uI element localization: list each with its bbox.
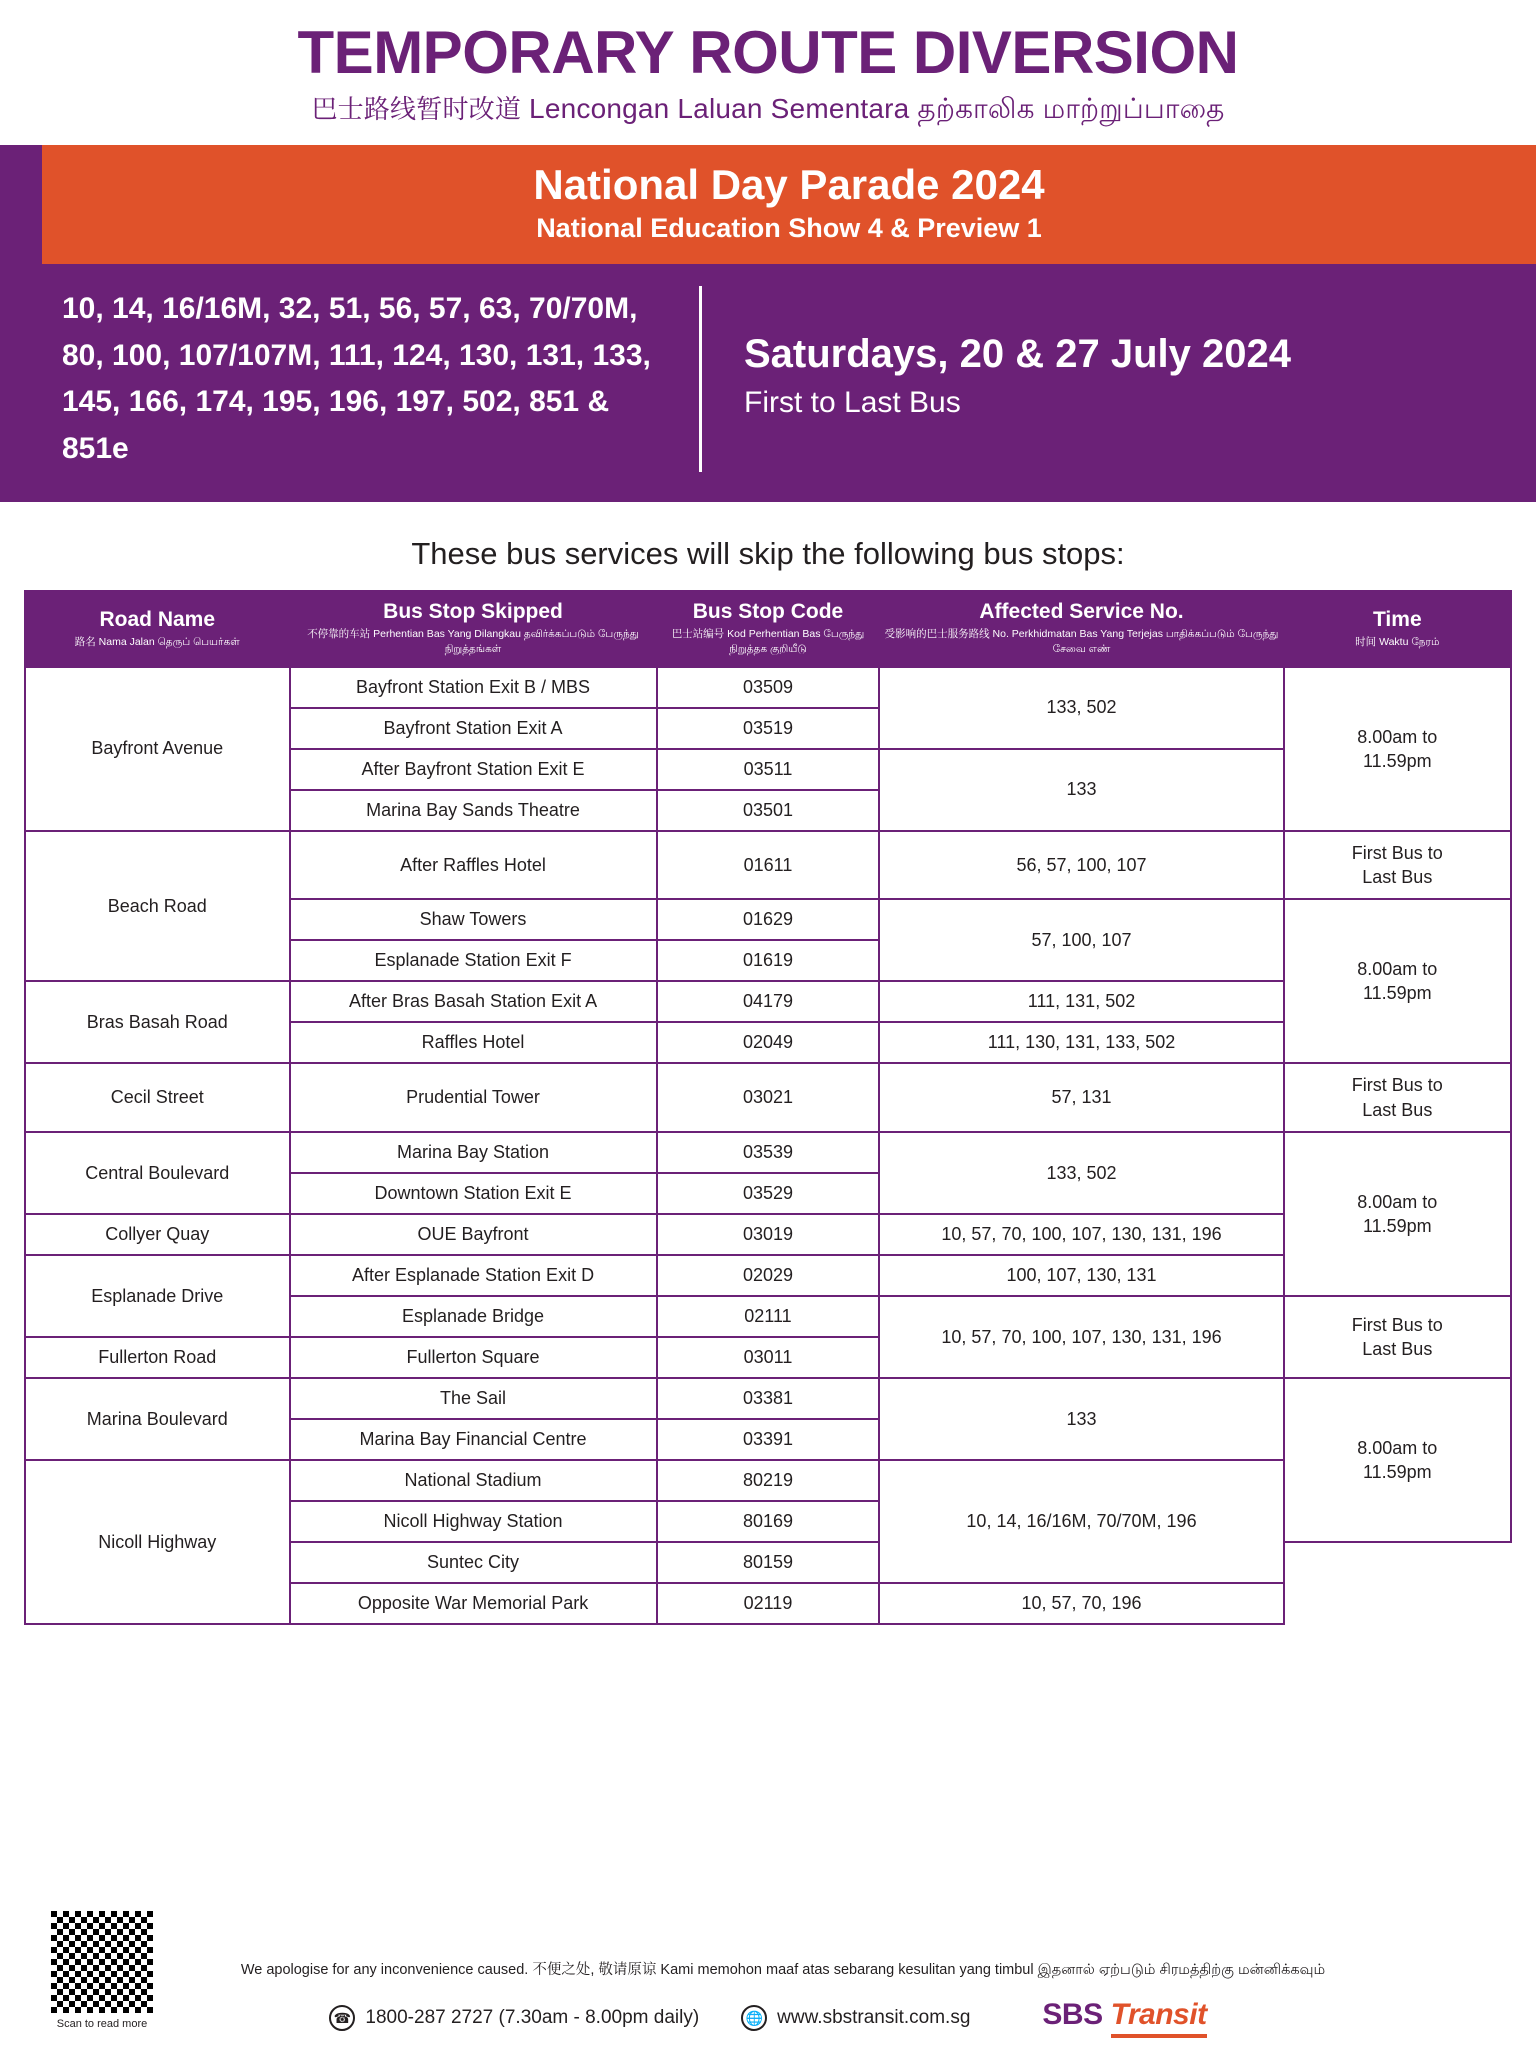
- cell-affected-services: 111, 130, 131, 133, 502: [879, 1022, 1283, 1063]
- table-row: [25, 1378, 1511, 1419]
- cell-affected-services: 10, 57, 70, 100, 107, 130, 131, 196: [879, 1214, 1283, 1255]
- skipped-stops-table: [24, 590, 1512, 1625]
- cell-bus-stop: After Esplanade Station Exit D: [290, 1255, 657, 1296]
- cell-bus-stop-code: 01611: [657, 831, 880, 900]
- cell-bus-stop: Prudential Tower: [290, 1063, 657, 1132]
- cell-affected-services: 100, 107, 130, 131: [879, 1255, 1283, 1296]
- affected-routes-list: 10, 14, 16/16M, 32, 51, 56, 57, 63, 70/70M, 80, 100, 107/107M, 111, 124, 130, 131, 133, 145, 166, 174, 195, 196, 197, 502, 851 & 851e: [62, 286, 702, 472]
- cell-bus-stop-code: 03511: [657, 749, 880, 790]
- cell-bus-stop: Esplanade Station Exit F: [290, 940, 657, 981]
- cell-time: First Bus to Last Bus: [1284, 1296, 1511, 1378]
- website-url[interactable]: www.sbstransit.com.sg: [777, 2007, 971, 2028]
- intro-text: These bus services will skip the following bus stops:: [411, 536, 1125, 572]
- cell-bus-stop: Bayfront Station Exit A: [290, 708, 657, 749]
- cell-road-name: Cecil Street: [25, 1063, 290, 1132]
- phone-number: 1800-287 2727 (7.30am - 8.00pm daily): [365, 2007, 700, 2028]
- cell-affected-services: 57, 131: [879, 1063, 1283, 1132]
- table-body: [25, 667, 1511, 1624]
- cell-bus-stop-code: 03021: [657, 1063, 880, 1132]
- cell-bus-stop: Bayfront Station Exit B / MBS: [290, 667, 657, 708]
- cell-bus-stop-code: 80219: [657, 1460, 880, 1501]
- cell-bus-stop: Nicoll Highway Station: [290, 1501, 657, 1542]
- table-row: [25, 1063, 1511, 1132]
- cell-affected-services: 111, 131, 502: [879, 981, 1283, 1022]
- cell-bus-stop-code: 02119: [657, 1583, 880, 1624]
- cell-bus-stop-code: 03509: [657, 667, 880, 708]
- cell-affected-services: 57, 100, 107: [879, 899, 1283, 981]
- table-row: [25, 831, 1511, 900]
- cell-bus-stop-code: 03519: [657, 708, 880, 749]
- cell-time: 8.00am to 11.59pm: [1284, 899, 1511, 1063]
- cell-bus-stop: Marina Bay Financial Centre: [290, 1419, 657, 1460]
- column-header-0: [25, 591, 290, 666]
- poster-footer: [0, 1961, 1536, 2048]
- cell-bus-stop: Opposite War Memorial Park: [290, 1583, 657, 1624]
- cell-bus-stop-code: 02111: [657, 1296, 880, 1337]
- cell-road-name: Esplanade Drive: [25, 1255, 290, 1337]
- subtitle-malay: Lencongan Laluan Sementara: [529, 93, 910, 125]
- logo-sbs-text: SBS: [1042, 1998, 1103, 2031]
- cell-affected-services: 133: [879, 1378, 1283, 1460]
- cell-bus-stop-code: 02049: [657, 1022, 880, 1063]
- column-header-title: Affected Service No.: [979, 600, 1184, 624]
- cell-bus-stop-code: 03539: [657, 1132, 880, 1173]
- globe-icon: 🌐: [741, 2005, 767, 2031]
- event-schedule: [702, 286, 1291, 420]
- event-dates: Saturdays, 20 & 27 July 2024: [744, 332, 1291, 377]
- cell-affected-services: 10, 57, 70, 100, 107, 130, 131, 196: [879, 1296, 1283, 1378]
- qr-code-icon[interactable]: [48, 1908, 156, 2016]
- table-row: [25, 667, 1511, 708]
- page-title: TEMPORARY ROUTE DIVERSION: [297, 19, 1239, 86]
- qr-caption: Scan to read more: [56, 2018, 148, 2030]
- sbs-transit-logo: [1042, 1998, 1206, 2038]
- cell-time: 8.00am to 11.59pm: [1284, 667, 1511, 831]
- phone-contact: [329, 2005, 699, 2031]
- subtitle-chinese: 巴士路线暂时改道: [311, 94, 522, 125]
- apology-text: We apologise for any inconvenience caused. 不便之处, 敬请原谅 Kami memohon maaf atas sebarang kesulitan yang timbul இதனால் ஏற்படும் சிரமத்திற்கு மன்னிக்கவும்: [240, 1962, 1326, 1979]
- cell-road-name: Central Boulevard: [25, 1132, 290, 1214]
- cell-bus-stop-code: 03019: [657, 1214, 880, 1255]
- cell-bus-stop-code: 03381: [657, 1378, 880, 1419]
- cell-bus-stop: Marina Bay Sands Theatre: [290, 790, 657, 831]
- event-title-bar: [42, 145, 1536, 264]
- cell-road-name: Beach Road: [25, 831, 290, 982]
- cell-road-name: Bayfront Avenue: [25, 667, 290, 831]
- cell-time: First Bus to Last Bus: [1284, 1063, 1511, 1132]
- cell-affected-services: 133: [879, 749, 1283, 831]
- event-hours: First to Last Bus: [744, 386, 961, 420]
- column-header-2: [657, 591, 880, 666]
- cell-bus-stop-code: 01619: [657, 940, 880, 981]
- cell-bus-stop: Downtown Station Exit E: [290, 1173, 657, 1214]
- skipped-stops-table-wrapper: [0, 590, 1536, 1625]
- cell-bus-stop: National Stadium: [290, 1460, 657, 1501]
- event-title: National Day Parade 2024: [533, 161, 1045, 209]
- phone-icon: ☎: [329, 2005, 355, 2031]
- cell-bus-stop: After Bayfront Station Exit E: [290, 749, 657, 790]
- cell-bus-stop-code: 02029: [657, 1255, 880, 1296]
- cell-bus-stop-code: 04179: [657, 981, 880, 1022]
- column-header-title: Bus Stop Skipped: [383, 600, 563, 624]
- column-header-title: Bus Stop Code: [692, 600, 844, 624]
- cell-time: 8.00am to 11.59pm: [1284, 1132, 1511, 1296]
- cell-road-name: Collyer Quay: [25, 1214, 290, 1255]
- event-subtitle: National Education Show 4 & Preview 1: [536, 213, 1042, 244]
- column-header-4: [1284, 591, 1511, 666]
- cell-bus-stop: Shaw Towers: [290, 899, 657, 940]
- cell-bus-stop-code: 01629: [657, 899, 880, 940]
- cell-bus-stop: The Sail: [290, 1378, 657, 1419]
- poster-header: [0, 0, 1536, 135]
- cell-bus-stop-code: 03529: [657, 1173, 880, 1214]
- cell-affected-services: 10, 57, 70, 196: [879, 1583, 1283, 1624]
- cell-bus-stop: Suntec City: [290, 1542, 657, 1583]
- subtitle-tamil: தற்காலிக மாற்றுப்பாதை: [917, 93, 1225, 125]
- table-header: [25, 591, 1511, 666]
- column-header-translation: 路名 Nama Jalan தெருப் பெயர்கள்: [74, 635, 240, 648]
- cell-affected-services: 133, 502: [879, 667, 1283, 749]
- column-header-translation: 巴士站编号 Kod Perhentian Bas பேருந்து நிறுத்தக குறியீடு: [671, 628, 865, 655]
- cell-bus-stop-code: 03391: [657, 1419, 880, 1460]
- cell-bus-stop-code: 80169: [657, 1501, 880, 1542]
- column-header-translation: 时间 Waktu நேரம்: [1355, 635, 1440, 648]
- cell-time: 8.00am to 11.59pm: [1284, 1378, 1511, 1542]
- cell-bus-stop: Raffles Hotel: [290, 1022, 657, 1063]
- cell-time: First Bus to Last Bus: [1284, 831, 1511, 900]
- cell-affected-services: 133, 502: [879, 1132, 1283, 1214]
- cell-bus-stop: After Raffles Hotel: [290, 831, 657, 900]
- cell-affected-services: 10, 14, 16/16M, 70/70M, 196: [879, 1460, 1283, 1583]
- cell-bus-stop-code: 03501: [657, 790, 880, 831]
- cell-affected-services: 56, 57, 100, 107: [879, 831, 1283, 900]
- column-header-title: Road Name: [99, 607, 216, 631]
- logo-transit-text: Transit: [1111, 1998, 1207, 2038]
- cell-bus-stop-code: 03011: [657, 1337, 880, 1378]
- cell-road-name: Bras Basah Road: [25, 981, 290, 1063]
- qr-code-block[interactable]: [48, 1908, 156, 2030]
- column-header-3: [879, 591, 1283, 666]
- table-row: [25, 1132, 1511, 1173]
- event-banner: [0, 145, 1536, 502]
- column-header-1: [290, 591, 657, 666]
- cell-road-name: Fullerton Road: [25, 1337, 290, 1378]
- column-header-translation: 不停靠的车站 Perhentian Bas Yang Dilangkau தவிர்க்கப்படும் பேருந்து நிறுத்தங்கள்: [307, 628, 639, 655]
- page-subtitle-multilingual: [0, 89, 1536, 129]
- website-contact[interactable]: [741, 2005, 970, 2031]
- cell-bus-stop-code: 80159: [657, 1542, 880, 1583]
- cell-bus-stop: Fullerton Square: [290, 1337, 657, 1378]
- column-header-title: Time: [1372, 607, 1422, 631]
- column-header-translation: 受影响的巴士服务路线 No. Perkhidmatan Bas Yang Terjejas பாதிக்கப்படும் பேருந்து சேவை எண்: [884, 628, 1279, 655]
- cell-road-name: Marina Boulevard: [25, 1378, 290, 1460]
- cell-bus-stop: Marina Bay Station: [290, 1132, 657, 1173]
- cell-bus-stop: OUE Bayfront: [290, 1214, 657, 1255]
- cell-bus-stop: After Bras Basah Station Exit A: [290, 981, 657, 1022]
- cell-road-name: Nicoll Highway: [25, 1460, 290, 1624]
- cell-bus-stop: Esplanade Bridge: [290, 1296, 657, 1337]
